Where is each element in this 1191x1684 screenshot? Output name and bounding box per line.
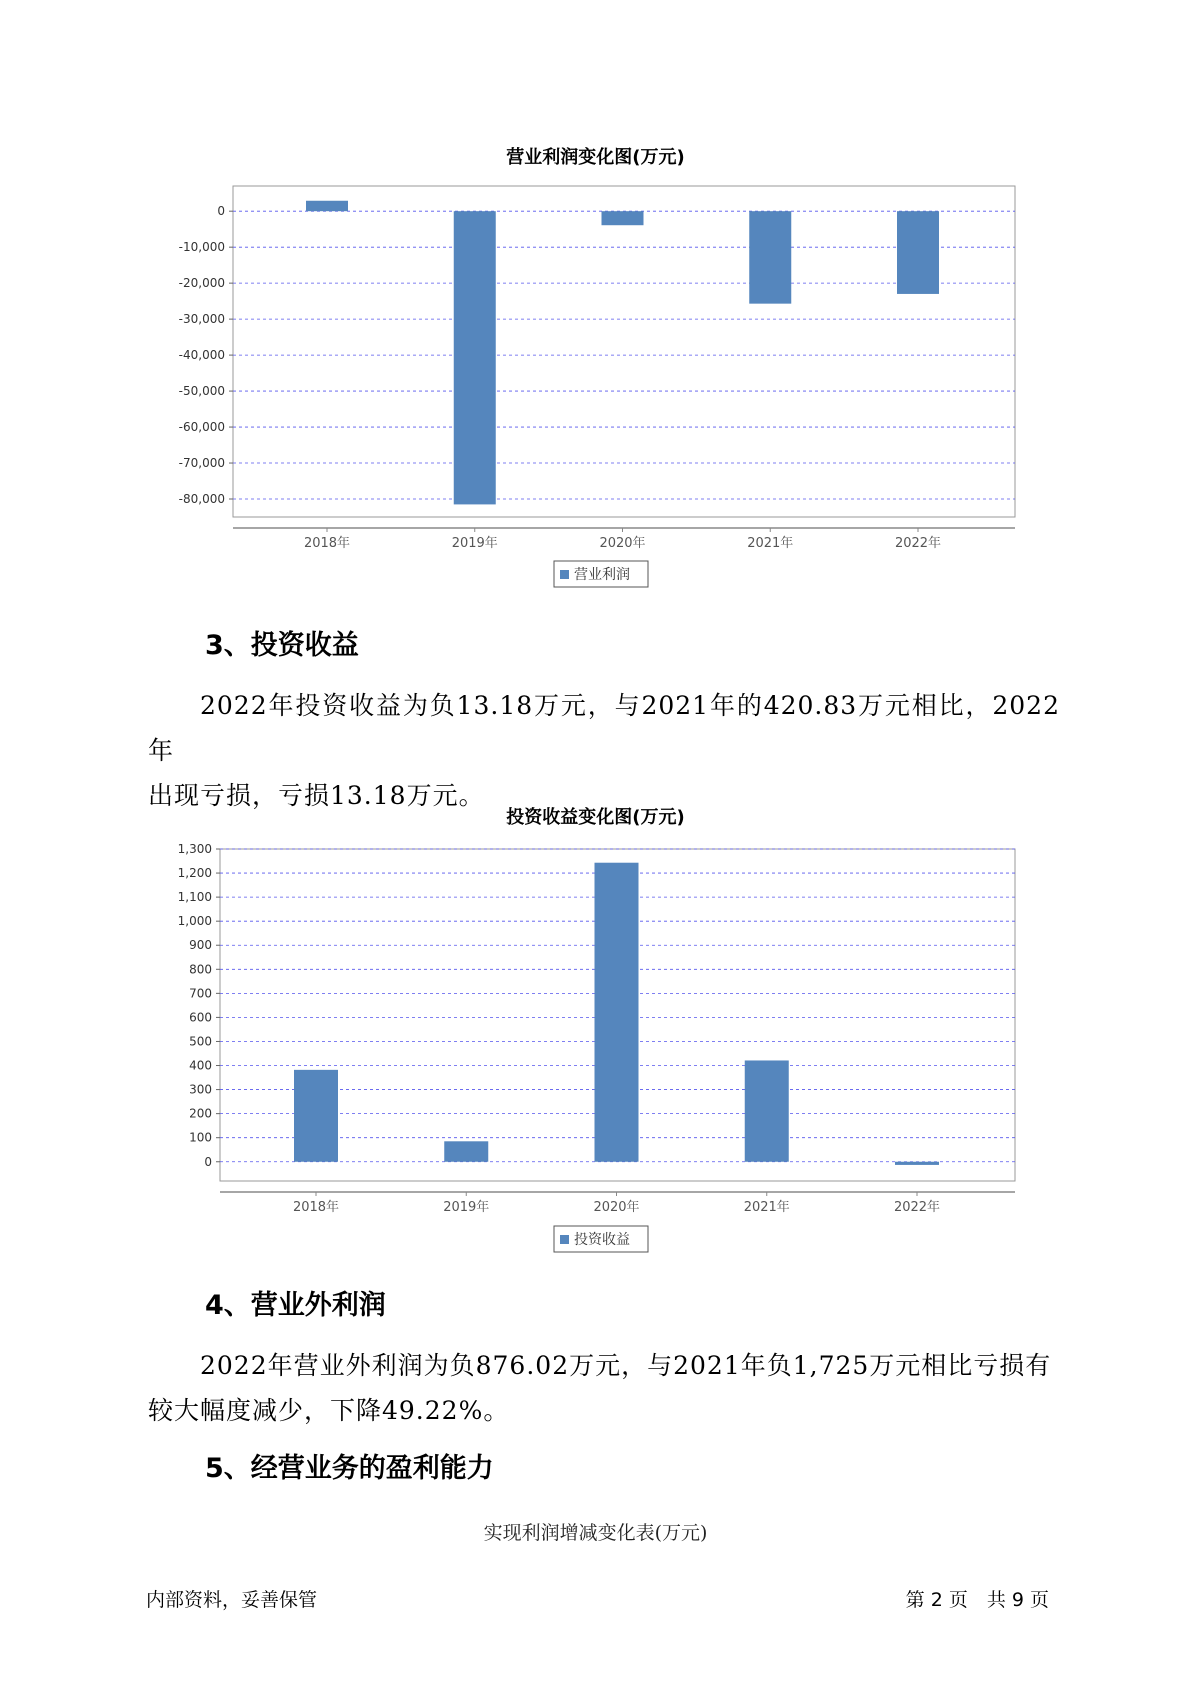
section4-paragraph: [148, 1343, 1060, 1433]
y-tick-label: 600: [189, 1010, 212, 1025]
y-tick-label: 700: [189, 986, 212, 1001]
y-tick-label: -80,000: [178, 492, 225, 507]
y-tick-label: 100: [189, 1130, 212, 1145]
x-tick-label: 2021年: [743, 1200, 790, 1215]
x-tick-label: 2019年: [443, 1200, 490, 1215]
y-tick-label: -60,000: [178, 420, 225, 435]
bar: [745, 1060, 789, 1161]
x-tick-label: 2019年: [451, 536, 498, 551]
section4-heading: 4、营业外利润: [205, 1290, 386, 1321]
y-tick-label: 500: [189, 1034, 212, 1049]
y-tick-label: -20,000: [178, 276, 225, 291]
footer-page-number: 第 2 页 共 9 页: [905, 1589, 1049, 1611]
y-tick-label: -50,000: [178, 384, 225, 399]
y-tick-label: 1,200: [177, 866, 212, 881]
x-tick-label: 2022年: [893, 1200, 941, 1215]
y-tick-label: 300: [189, 1082, 212, 1097]
legend-label: 投资收益: [574, 1232, 630, 1248]
y-tick-label: 0: [217, 204, 225, 219]
y-tick-label: 1,000: [177, 914, 212, 929]
y-tick-label: -40,000: [178, 348, 225, 363]
x-tick-label: 2018年: [303, 536, 351, 551]
chart2-title: 投资收益变化图(万元): [506, 807, 685, 828]
y-tick-label: -30,000: [178, 312, 225, 327]
y-tick-label: 0: [204, 1154, 212, 1169]
legend: [554, 1226, 648, 1252]
chart1-title: 营业利润变化图(万元): [506, 147, 685, 168]
y-tick-label: 900: [189, 938, 212, 953]
y-tick-label: 800: [189, 962, 212, 977]
bar: [294, 1070, 338, 1162]
footer-confidential: 内部资料，妥善保管: [146, 1589, 318, 1611]
x-tick-label: 2018年: [292, 1200, 340, 1215]
y-tick-label: 400: [189, 1058, 212, 1073]
bar: [595, 863, 639, 1162]
bar: [895, 1162, 939, 1165]
x-tick-label: 2020年: [593, 1200, 640, 1215]
bar: [444, 1141, 488, 1161]
y-tick-label: 1,100: [177, 890, 212, 905]
section4-line2: 较大幅度减少，下降49.22%。: [148, 1396, 510, 1425]
y-tick-label: 1,300: [177, 842, 212, 856]
section3-line1: 2022年投资收益为负13.18万元，与2021年的420.83万元相比，2022年: [148, 691, 1060, 765]
y-tick-label: -10,000: [178, 240, 225, 255]
x-tick-label: 2022年: [894, 536, 942, 551]
x-tick-label: 2021年: [747, 536, 794, 551]
section4-line1: 2022年营业外利润为负876.02万元，与2021年负1,725万元相比亏损有: [200, 1351, 1052, 1380]
section5-heading: 5、经营业务的盈利能力: [205, 1453, 494, 1484]
y-tick-label: -70,000: [178, 456, 225, 471]
section3-heading: 3、投资收益: [205, 630, 359, 661]
legend-swatch: [560, 1235, 569, 1244]
section3-line2: 出现亏损，亏损13.18万元。: [148, 781, 485, 810]
x-tick-label: 2020年: [599, 536, 646, 551]
table-caption: 实现利润增减变化表(万元): [483, 1522, 708, 1544]
y-tick-label: 200: [189, 1106, 212, 1121]
legend-label: 营业利润: [574, 567, 630, 583]
